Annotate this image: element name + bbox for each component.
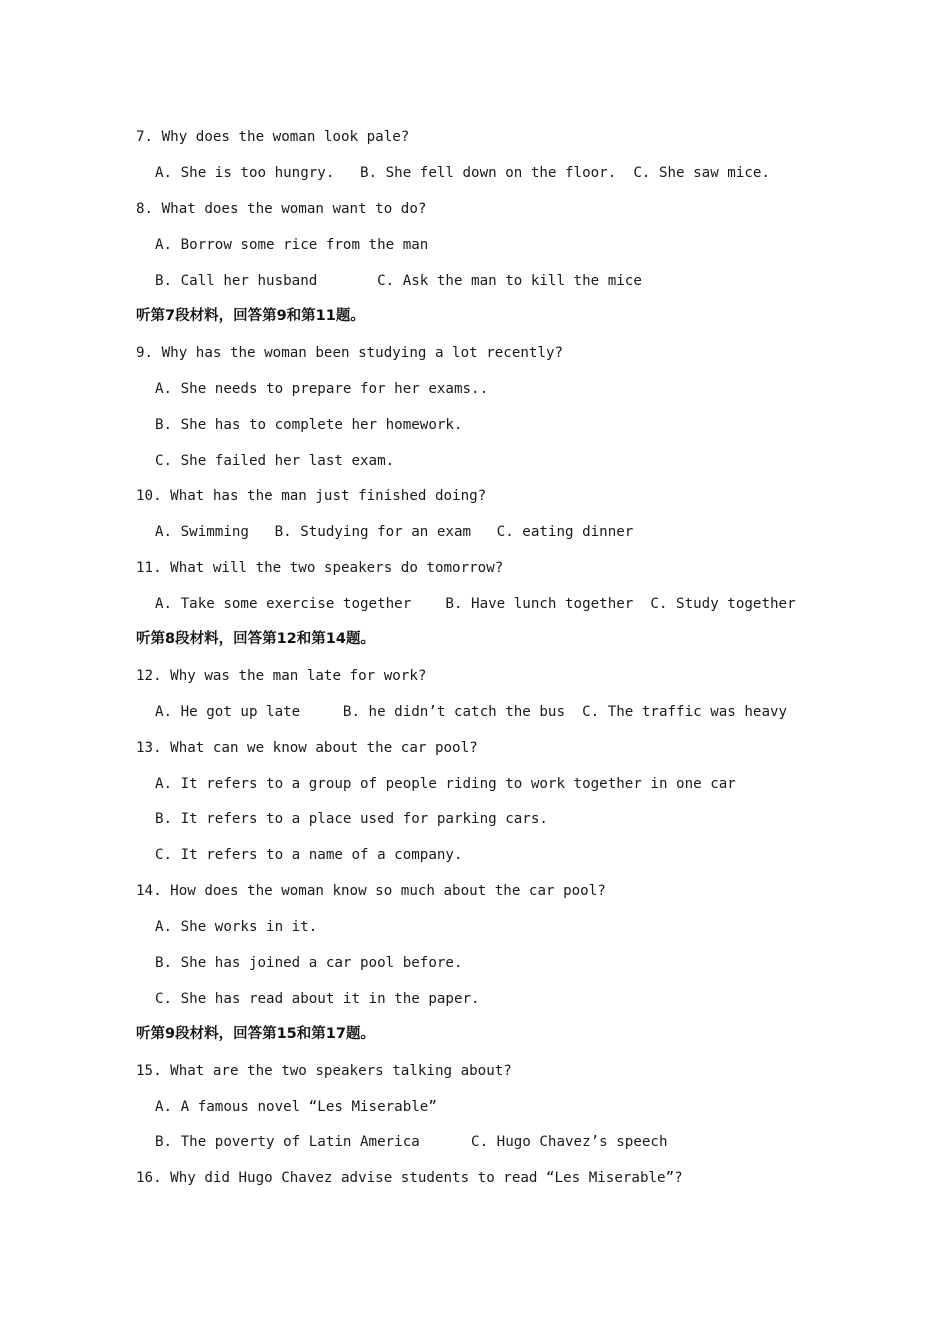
option-15a: A. A famous novel “Les Miserable” xyxy=(155,1099,437,1115)
option-14b: B. She has joined a car pool before. xyxy=(155,955,463,971)
option-9a: A. She needs to prepare for her exams.. xyxy=(155,381,489,397)
question-8: 8. What does the woman want to do? xyxy=(136,201,427,217)
option-9c: C. She failed her last exam. xyxy=(155,453,395,469)
option-14c: C. She has read about it in the paper. xyxy=(155,991,480,1007)
question-7: 7. Why does the woman look pale? xyxy=(136,129,410,145)
options-15bc: B. The poverty of Latin America C. Hugo Chavez’s speech xyxy=(155,1134,668,1150)
question-9: 9. Why has the woman been studying a lot recently? xyxy=(136,345,564,361)
option-13c: C. It refers to a name of a company. xyxy=(155,847,463,863)
question-10: 10. What has the man just finished doing? xyxy=(136,488,487,504)
option-14a: A. She works in it. xyxy=(155,919,318,935)
options-10: A. Swimming B. Studying for an exam C. eating dinner xyxy=(155,524,634,540)
question-14: 14. How does the woman know so much about the car pool? xyxy=(136,883,606,899)
question-13: 13. What can we know about the car pool? xyxy=(136,740,478,756)
section-heading-9: 听第9段材料，回答第15和第17题。 xyxy=(136,1026,375,1042)
options-8bc: B. Call her husband C. Ask the man to kill the mice xyxy=(155,273,642,289)
question-16: 16. Why did Hugo Chavez advise students to read “Les Miserable”? xyxy=(136,1170,683,1186)
options-11: A. Take some exercise together B. Have lunch together C. Study together xyxy=(155,596,796,612)
question-15: 15. What are the two speakers talking about? xyxy=(136,1063,512,1079)
question-11: 11. What will the two speakers do tomorrow? xyxy=(136,560,504,576)
options-7: A. She is too hungry. B. She fell down on the floor. C. She saw mice. xyxy=(155,165,770,181)
option-8a: A. Borrow some rice from the man xyxy=(155,237,429,253)
question-12: 12. Why was the man late for work? xyxy=(136,668,427,684)
options-12: A. He got up late B. he didn’t catch the bus C. The traffic was heavy xyxy=(155,704,788,720)
option-13b: B. It refers to a place used for parking cars. xyxy=(155,811,548,827)
option-13a: A. It refers to a group of people riding to work together in one car xyxy=(155,776,736,792)
section-heading-7: 听第7段材料，回答第9和第11题。 xyxy=(136,308,365,324)
section-heading-8: 听第8段材料，回答第12和第14题。 xyxy=(136,631,375,647)
option-9b: B. She has to complete her homework. xyxy=(155,417,463,433)
